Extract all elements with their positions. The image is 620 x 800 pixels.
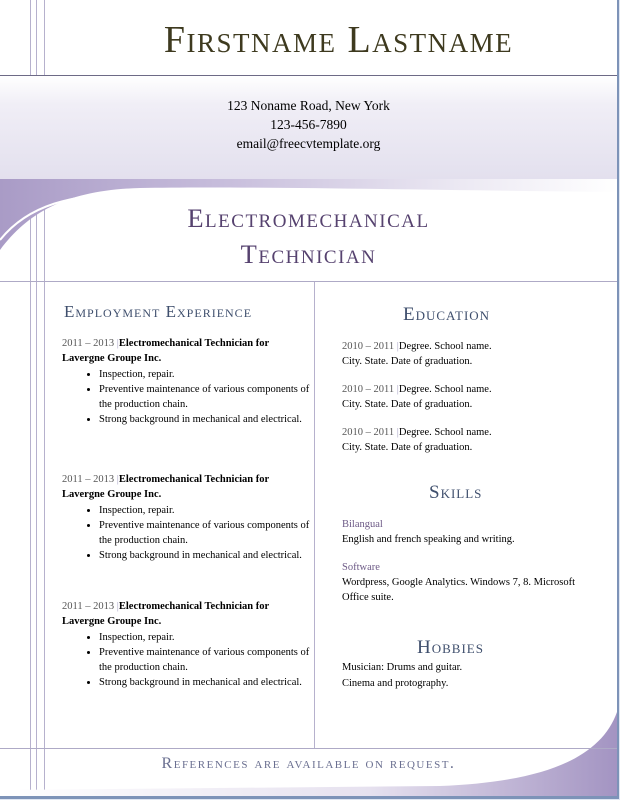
education-entry-3: [342, 425, 582, 455]
education-place: City. State. Date of graduation.: [342, 442, 473, 453]
education-dates: 2010 – 2011: [342, 341, 395, 352]
education-place: City. State. Date of graduation.: [342, 399, 473, 410]
skills-heading: Skills: [429, 482, 483, 503]
hobbies-text: [342, 660, 582, 692]
job-entry-1: [62, 336, 312, 427]
hobby-line: Cinema and protography.: [342, 678, 449, 689]
job-duties: [62, 503, 312, 563]
job-duty: • Strong background in mechanical and electrical.: [99, 412, 312, 427]
job-separator: |: [116, 601, 119, 612]
job-entry-2: [62, 472, 312, 563]
skill-entry-2: [342, 560, 587, 605]
education-degree: Degree. School name.: [398, 341, 492, 352]
education-separator: |: [396, 341, 399, 352]
education-place: City. State. Date of graduation.: [342, 356, 473, 367]
hobby-line: Musician: Drums and guitar.: [342, 662, 463, 673]
job-title-area: [0, 179, 617, 282]
job-duty: • Preventive maintenance of various components of the production chain.: [99, 518, 312, 548]
education-degree: Degree. School name.: [398, 384, 492, 395]
education-degree: Degree. School name.: [398, 427, 492, 438]
education-dates: 2010 – 2011: [342, 384, 395, 395]
employment-heading: Employment Experience: [64, 302, 253, 321]
column-divider: [314, 282, 315, 748]
job-duty: • Strong background in mechanical and electrical.: [99, 675, 312, 690]
skill-text: Wordpress, Google Analytics. Windows 7, 8. Microsoft Office suite.: [342, 577, 576, 603]
references-note: References are available on request.: [161, 755, 456, 772]
job-duty: • Strong background in mechanical and electrical.: [99, 548, 312, 563]
job-separator: |: [116, 474, 119, 485]
skill-entry-1: [342, 517, 587, 547]
job-role: Electromechanical Technician for Lavergne Groupe Inc.: [62, 474, 269, 500]
job-duty: • Inspection, repair.: [99, 367, 312, 382]
job-duties: [62, 367, 312, 427]
job-dates: 2011 – 2013: [62, 601, 115, 612]
job-duty: • Preventive maintenance of various components of the production chain.: [99, 645, 312, 675]
job-title-line-1: Electromechanical: [187, 203, 430, 233]
job-duty: • Inspection, repair.: [99, 503, 312, 518]
education-heading: Education: [403, 304, 491, 325]
skill-text: English and french speaking and writing.: [342, 534, 515, 545]
job-title-line-2: Technician: [240, 239, 377, 269]
job-duty: • Inspection, repair.: [99, 630, 312, 645]
job-role: Electromechanical Technician for Lavergne Groupe Inc.: [62, 601, 269, 627]
education-separator: |: [396, 427, 399, 438]
hobbies-heading: Hobbies: [417, 637, 484, 658]
job-separator: |: [116, 338, 119, 349]
contact-email: email@freecvtemplate.org: [236, 136, 381, 151]
job-duty: • Preventive maintenance of various components of the production chain.: [99, 382, 312, 412]
candidate-name: Firstname Lastname: [163, 19, 514, 61]
education-dates: 2010 – 2011: [342, 427, 395, 438]
skill-label: Software: [342, 562, 380, 573]
job-role: Electromechanical Technician for Lavergne Groupe Inc.: [62, 338, 269, 364]
education-separator: |: [396, 384, 399, 395]
contact-phone: 123-456-7890: [270, 117, 347, 132]
job-duties: [62, 630, 312, 690]
skill-label: Bilangual: [342, 519, 383, 530]
job-entry-3: [62, 599, 312, 690]
contact-address: 123 Noname Road, New York: [227, 98, 390, 113]
education-entry-2: [342, 382, 582, 412]
education-entry-1: [342, 339, 582, 369]
job-dates: 2011 – 2013: [62, 474, 115, 485]
job-dates: 2011 – 2013: [62, 338, 115, 349]
